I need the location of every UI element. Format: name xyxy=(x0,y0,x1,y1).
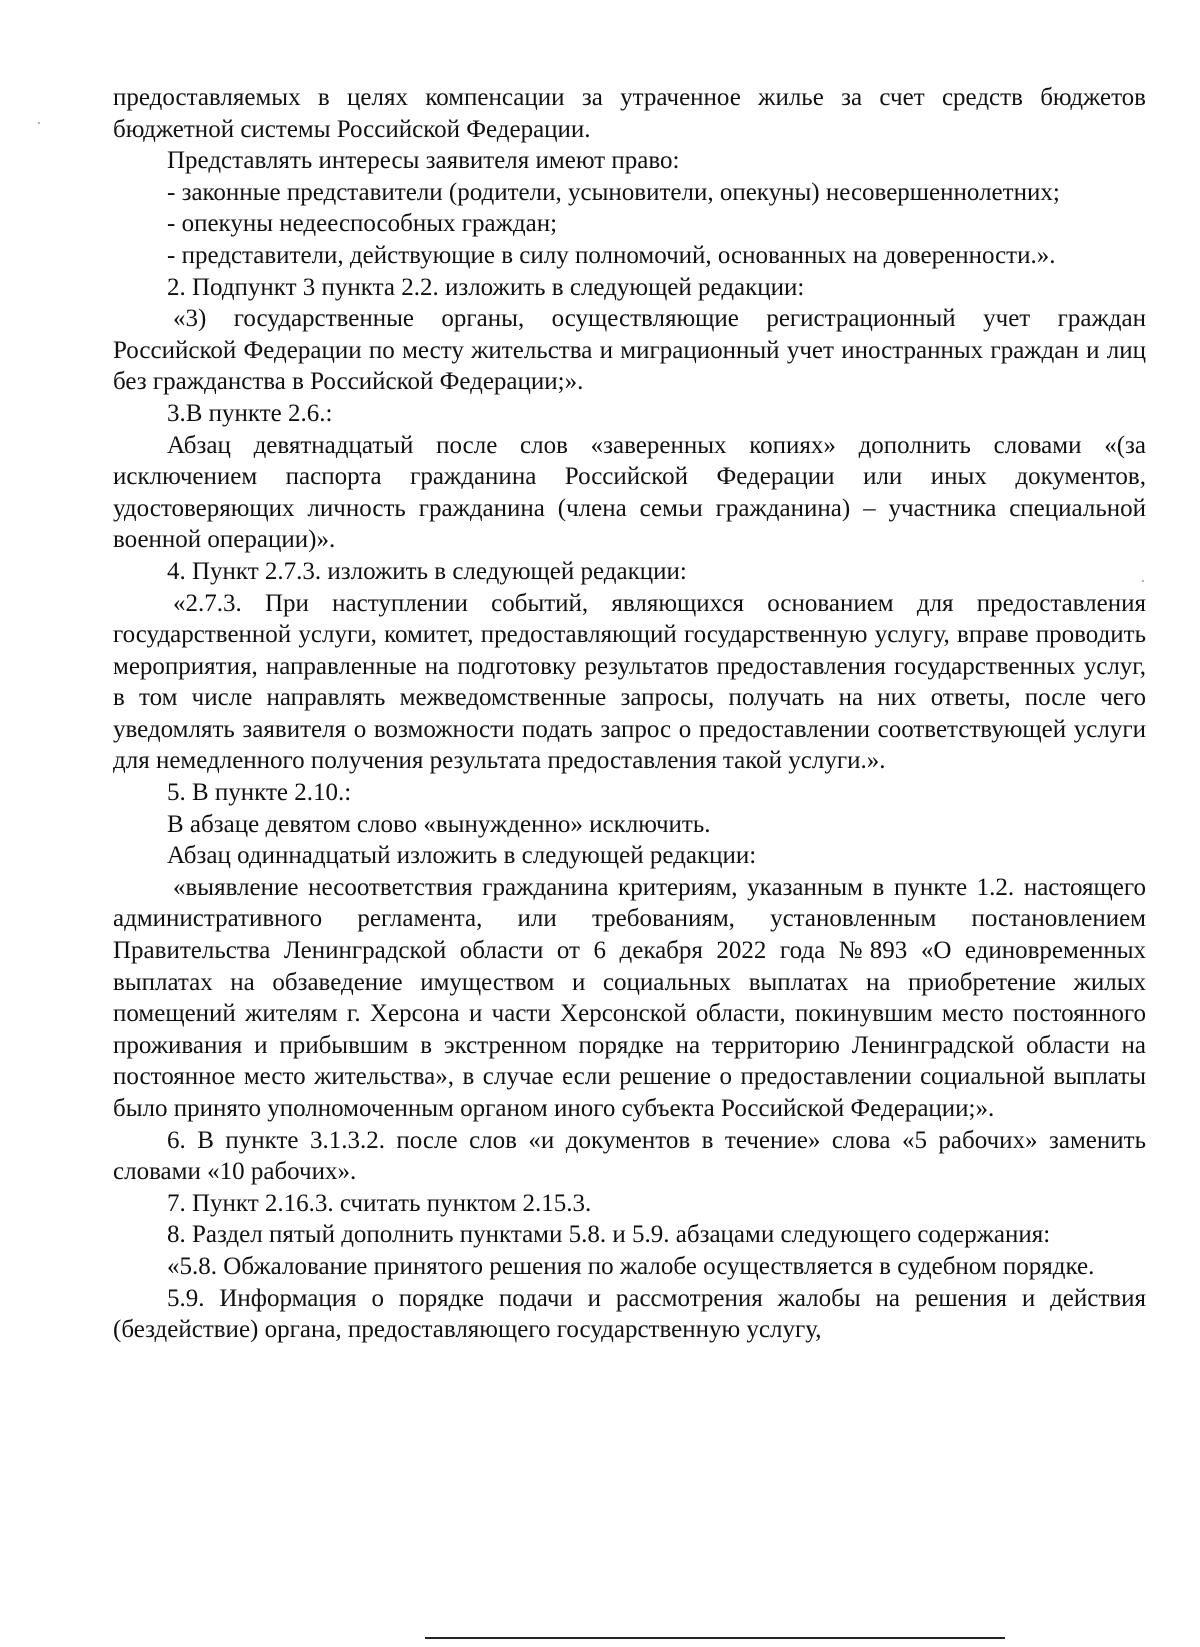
paragraph: - опекуны недееспособных граждан; xyxy=(167,210,558,238)
paragraph: 8. Раздел пятый дополнить пунктами 5.8. и 5.9. абзацами следующего содержания: xyxy=(167,1221,1051,1249)
paragraph: «выявление несоответствия гражданина критериям, указанным в пункте 1.2. настоящего административного регламента, или требованиям, установленным постановлением Правительства Ленинградской области от 6 декабря 2022 года №893 «О единовременных выплатах на обзаведение имуществом и социальных выплатах на приобретение жилых помещений жителям г. Херсона и части Херсонской области, покинувшим место постоянного проживания и прибывшим в экстренном порядке на территорию Ленинградской области на постоянное место жительства», в случае если решение о предоставлении социальной выплаты было принято уполномоченным органом иного субъекта Российской Федерации;». xyxy=(113,873,1146,1122)
paragraph: 6. В пункте 3.1.3.2. после слов «и документов в течение» слова «5 рабочих» заменить словами «10 рабочих». xyxy=(113,1126,1146,1186)
scan-speck xyxy=(1142,580,1144,582)
paragraph: 7. Пункт 2.16.3. считать пунктом 2.15.3. xyxy=(167,1189,592,1217)
paragraph: «5.8. Обжалование принятого решения по жалобе осуществляется в судебном порядке. xyxy=(167,1252,1095,1280)
paragraph: 3.В пункте 2.6.: xyxy=(167,399,333,427)
paragraph: 4. Пункт 2.7.3. изложить в следующей редакции: xyxy=(167,557,687,585)
paragraph: 5. В пункте 2.10.: xyxy=(167,779,352,807)
bottom-rule xyxy=(425,1637,1005,1639)
paragraph: - законные представители (родители, усыновители, опекуны) несовершеннолетних; xyxy=(167,178,1060,206)
paragraph: Абзац одиннадцатый изложить в следующей редакции: xyxy=(167,842,757,870)
paragraph: Абзац девятнадцатый после слов «заверенных копиях» дополнить словами «(за исключением паспорта гражданина Российской Федерации или иных документов, удостоверяющих личность гражданина (члена семьи гражданина) – участника специальной военной операции)». xyxy=(113,431,1146,554)
paragraph: «2.7.3. При наступлении событий, являющихся основанием для предоставления государственной услуги, комитет, предоставляющий государственную услугу, вправе проводить мероприятия, направленные на подготовку результатов предоставления государственных услуг, в том числе направлять межведомственные запросы, получать на них ответы, после чего уведомлять заявителя о возможности подать запрос о предоставлении соответствующей услуги для немедленного получения результата предоставления такой услуги.». xyxy=(113,589,1146,775)
paragraph: Представлять интересы заявителя имеют право: xyxy=(167,147,680,175)
paragraph: В абзаце девятом слово «вынужденно» исключить. xyxy=(167,810,711,838)
paragraph: 2. Подпункт 3 пункта 2.2. изложить в следующей редакции: xyxy=(167,273,805,301)
paragraph: 5.9. Информация о порядке подачи и рассмотрения жалобы на решения и действия (бездействие) органа, предоставляющего государственную услугу, xyxy=(113,1284,1146,1344)
paragraph: - представители, действующие в силу полномочий, основанных на доверенности.». xyxy=(167,241,1056,269)
paragraph: предоставляемых в целях компенсации за утраченное жилье за счет средств бюджетов бюджетной системы Российской Федерации. xyxy=(113,84,1146,143)
document-body xyxy=(113,82,1146,1346)
scan-speck xyxy=(38,122,40,124)
paragraph: «3) государственные органы, осуществляющие регистрационный учет граждан Российской Федерации по месту жительства и миграционный учет иностранных граждан и лиц без гражданства в Российской Федерации;». xyxy=(113,305,1146,396)
